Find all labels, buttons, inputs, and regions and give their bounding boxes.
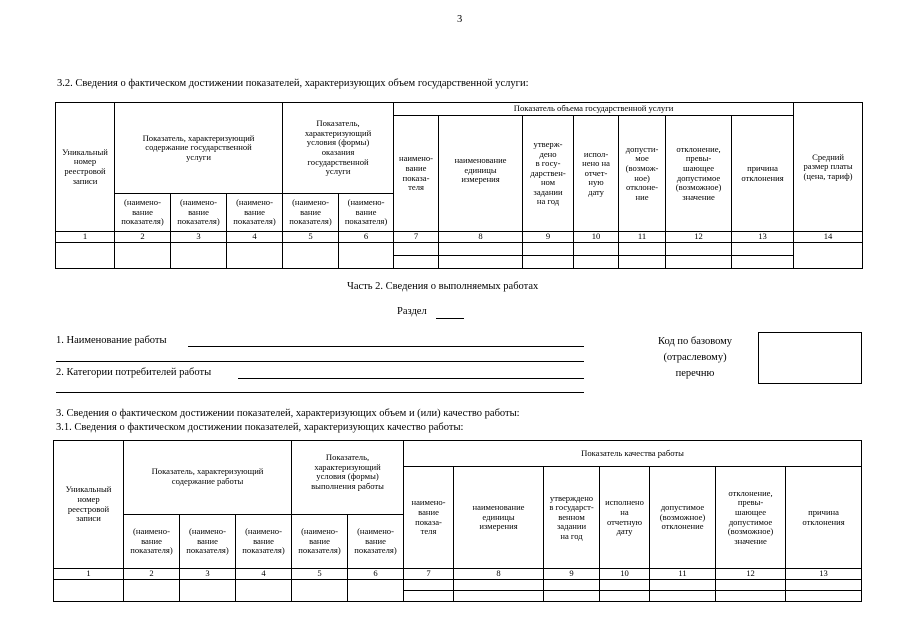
section-label: Раздел bbox=[397, 306, 427, 317]
header-indicator-name: наимено- вание показа- теля bbox=[394, 116, 439, 232]
header-conditions-indicator: Показатель, характеризующий условия (формы) оказания государственной услуги bbox=[283, 103, 394, 194]
subheader-indicator-name: (наимено- вание показателя) bbox=[348, 515, 404, 569]
subheader-indicator-name: (наимено- вание показателя) bbox=[115, 194, 171, 232]
part-2-title: Часть 2. Сведения о выполняемых работах bbox=[347, 281, 539, 292]
column-number: 12 bbox=[666, 232, 732, 243]
header-unique-number: Уникальный номер реестровой записи bbox=[56, 103, 115, 232]
section-3-heading: 3. Сведения о фактическом достижении показателей, характеризующих объем и (или) качество работы: bbox=[56, 408, 520, 419]
header-approved: утверж- дено в госу- дарствен- ном задании на год bbox=[523, 116, 574, 232]
column-number: 4 bbox=[236, 569, 292, 580]
subheader-indicator-name: (наимено- вание показателя) bbox=[124, 515, 180, 569]
column-number: 9 bbox=[544, 569, 600, 580]
column-number: 13 bbox=[786, 569, 862, 580]
header-unit-name: наименование единицы измерения bbox=[439, 116, 523, 232]
subheader-indicator-name: (наимено- вание показателя) bbox=[339, 194, 394, 232]
header-executed: испол- нено на отчет- ную дату bbox=[574, 116, 619, 232]
header-avg-fee: Средний размер платы (цена, тариф) bbox=[794, 103, 863, 232]
column-number: 14 bbox=[794, 232, 863, 243]
work-name-line-2 bbox=[56, 361, 584, 362]
header-exceeding-deviation: отклонение, превы- шающее допустимое (возможное) значение bbox=[716, 467, 786, 569]
consumers-line bbox=[238, 378, 584, 379]
subheader-indicator-name: (наимено- вание показателя) bbox=[227, 194, 283, 232]
base-code-box bbox=[758, 332, 862, 384]
column-number: 12 bbox=[716, 569, 786, 580]
column-number: 2 bbox=[124, 569, 180, 580]
header-quality-indicator: Показатель качества работы bbox=[404, 441, 862, 467]
header-deviation-reason: причина отклонения bbox=[786, 467, 862, 569]
header-unique-number: Уникальный номер реестровой записи bbox=[54, 441, 124, 569]
column-number: 7 bbox=[394, 232, 439, 243]
column-number: 8 bbox=[454, 569, 544, 580]
column-number: 3 bbox=[171, 232, 227, 243]
column-number: 3 bbox=[180, 569, 236, 580]
column-number: 13 bbox=[732, 232, 794, 243]
column-number: 10 bbox=[600, 569, 650, 580]
header-content-indicator: Показатель, характеризующий содержание работы bbox=[124, 441, 292, 515]
header-conditions-indicator: Показатель, характеризующий условия (формы) выполнения работы bbox=[292, 441, 404, 515]
column-number: 10 bbox=[574, 232, 619, 243]
column-number: 5 bbox=[292, 569, 348, 580]
column-number: 11 bbox=[619, 232, 666, 243]
base-code-label: Код по базовому (отраслевому) перечню bbox=[657, 336, 733, 379]
column-number: 11 bbox=[650, 569, 716, 580]
column-number: 8 bbox=[439, 232, 523, 243]
subheader-indicator-name: (наимено- вание показателя) bbox=[171, 194, 227, 232]
subheader-indicator-name: (наимено- вание показателя) bbox=[283, 194, 339, 232]
section-3-1-heading: 3.1. Сведения о фактическом достижении показателей, характеризующих качество работы: bbox=[56, 422, 464, 433]
volume-indicators-table bbox=[55, 102, 863, 269]
header-allowed-deviation: допустимое (возможное) отклонение bbox=[650, 467, 716, 569]
subheader-indicator-name: (наимено- вание показателя) bbox=[180, 515, 236, 569]
column-number: 7 bbox=[404, 569, 454, 580]
table-row bbox=[54, 580, 862, 591]
header-exceeding-deviation: отклонение, превы- шающее допустимое (возможное) значение bbox=[666, 116, 732, 232]
header-content-indicator: Показатель, характеризующий содержание государственной услуги bbox=[115, 103, 283, 194]
subheader-indicator-name: (наимено- вание показателя) bbox=[292, 515, 348, 569]
column-number: 2 bbox=[115, 232, 171, 243]
table-row bbox=[56, 243, 863, 256]
column-number: 6 bbox=[339, 232, 394, 243]
header-volume-indicator: Показатель объема государственной услуги bbox=[394, 103, 794, 116]
subheader-indicator-name: (наимено- вание показателя) bbox=[236, 515, 292, 569]
header-deviation-reason: причина отклонения bbox=[732, 116, 794, 232]
column-number: 5 bbox=[283, 232, 339, 243]
header-unit-name: наименование единицы измерения bbox=[454, 467, 544, 569]
header-indicator-name: наимено- вание показа- теля bbox=[404, 467, 454, 569]
header-executed: исполнено на отчетную дату bbox=[600, 467, 650, 569]
consumers-label: 2. Категории потребителей работы bbox=[56, 367, 212, 378]
page-number: 3 bbox=[457, 14, 463, 25]
quality-indicators-table bbox=[53, 440, 862, 602]
consumers-line-2 bbox=[56, 392, 584, 393]
section-3-2-heading: 3.2. Сведения о фактическом достижении показателей, характеризующих объем государственной услуги: bbox=[57, 78, 529, 89]
column-number: 1 bbox=[56, 232, 115, 243]
column-number: 4 bbox=[227, 232, 283, 243]
column-number: 6 bbox=[348, 569, 404, 580]
section-number-line bbox=[436, 318, 464, 319]
header-approved: утверждено в государст- венном задании на год bbox=[544, 467, 600, 569]
work-name-label: 1. Наименование работы bbox=[56, 335, 167, 346]
header-allowed-deviation: допусти- мое (возмож- ное) отклоне- ние bbox=[619, 116, 666, 232]
column-number: 1 bbox=[54, 569, 124, 580]
work-name-line bbox=[188, 346, 584, 347]
column-number: 9 bbox=[523, 232, 574, 243]
